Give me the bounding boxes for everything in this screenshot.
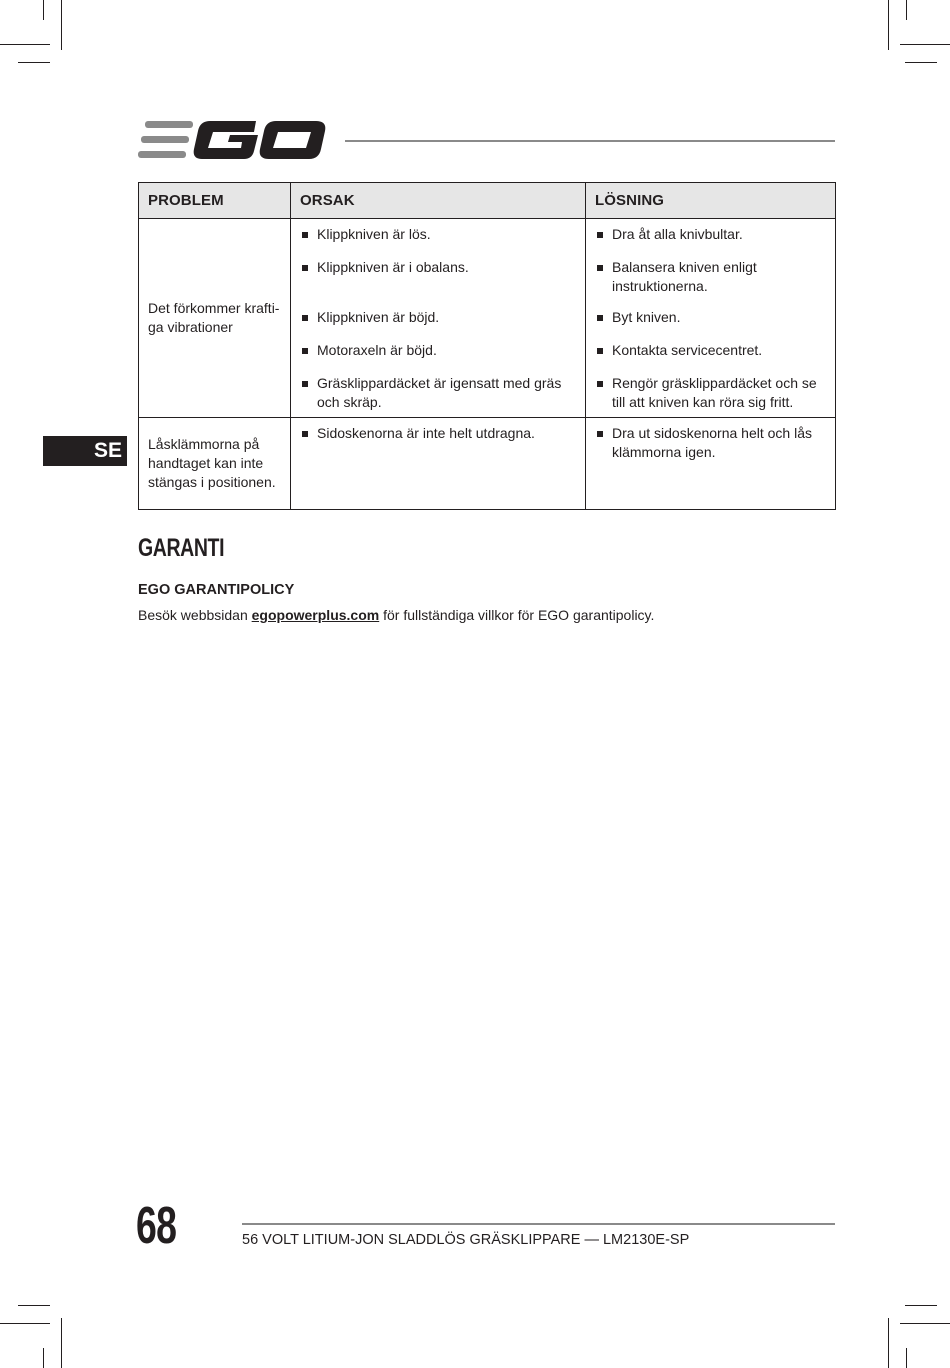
crop-mark [43, 1348, 44, 1368]
bullet-icon [597, 265, 603, 271]
list-item: Klippkniven är böjd. [291, 308, 585, 341]
bullet-icon [302, 315, 308, 321]
bullet-icon [597, 315, 603, 321]
bullet-icon [597, 348, 603, 354]
solution-cell [586, 418, 836, 510]
crop-mark [905, 62, 937, 63]
crop-mark [0, 1323, 50, 1324]
crop-mark [18, 1305, 50, 1306]
crop-mark [888, 0, 889, 50]
list-item: Gräsklippardäcket är igensatt med gräs och skräp. [291, 374, 585, 412]
table-header-row [139, 183, 836, 219]
list-item: Kontakta servicecentret. [586, 341, 835, 374]
ego-logo [138, 118, 328, 162]
column-header-solution: LÖSNING [586, 183, 836, 219]
bullet-icon [302, 232, 308, 238]
problem-cell: Det förkommer krafti-ga vibrationer [139, 219, 291, 418]
warranty-text: Besök webbsidan egopowerplus.com för fullständiga villkor för EGO garantipolicy. [138, 607, 655, 623]
list-item: Rengör gräsklippardäcket och se till att kniven kan röra sig fritt. [586, 374, 835, 412]
bullet-icon [302, 381, 308, 387]
solution-cell [586, 219, 836, 418]
header-rule [345, 140, 835, 142]
cause-list [291, 424, 585, 443]
solution-list [586, 225, 835, 412]
crop-mark [905, 1305, 937, 1306]
list-item: Balansera kniven enligt instruktionerna. [586, 258, 835, 308]
bullet-icon [597, 232, 603, 238]
list-item: Klippkniven är lös. [291, 225, 585, 258]
footer-rule [242, 1223, 835, 1225]
list-item: Dra ut sidoskenorna helt och lås klämmorna igen. [586, 424, 835, 462]
language-tab: SE [43, 436, 127, 466]
troubleshooting-table [138, 182, 836, 510]
bullet-icon [302, 265, 308, 271]
list-item: Klippkniven är i obalans. [291, 258, 585, 308]
crop-mark [43, 0, 44, 20]
list-item: Dra åt alla knivbultar. [586, 225, 835, 258]
page-number: 68 [136, 1197, 177, 1255]
cause-cell [291, 418, 586, 510]
bullet-icon [597, 431, 603, 437]
footer-title: 56 VOLT LITIUM-JON SLADDLÖS GRÄSKLIPPARE — LM2130E-SP [242, 1232, 690, 1248]
table-row [139, 418, 836, 510]
solution-list [586, 424, 835, 462]
crop-mark [61, 1318, 62, 1368]
cause-list [291, 225, 585, 412]
crop-mark [906, 1348, 907, 1368]
bullet-icon [302, 348, 308, 354]
bullet-icon [597, 381, 603, 387]
crop-mark [906, 0, 907, 20]
list-item: Byt kniven. [586, 308, 835, 341]
website-link[interactable]: egopowerplus.com [251, 607, 380, 623]
crop-mark [61, 0, 62, 50]
list-item: Sidoskenorna är inte helt utdragna. [291, 424, 585, 443]
crop-mark [888, 1318, 889, 1368]
crop-mark [18, 62, 50, 63]
column-header-problem: PROBLEM [139, 183, 291, 219]
bullet-icon [302, 431, 308, 437]
table-row [139, 219, 836, 418]
subsection-title: EGO GARANTIPOLICY [138, 582, 295, 598]
problem-cell: Låsklämmorna på handtaget kan inte stängas i positionen. [139, 418, 291, 510]
section-title: GARANTI [138, 534, 225, 562]
crop-mark [0, 44, 50, 45]
list-item: Motoraxeln är böjd. [291, 341, 585, 374]
column-header-cause: ORSAK [291, 183, 586, 219]
crop-mark [900, 44, 950, 45]
cause-cell [291, 219, 586, 418]
crop-mark [900, 1323, 950, 1324]
